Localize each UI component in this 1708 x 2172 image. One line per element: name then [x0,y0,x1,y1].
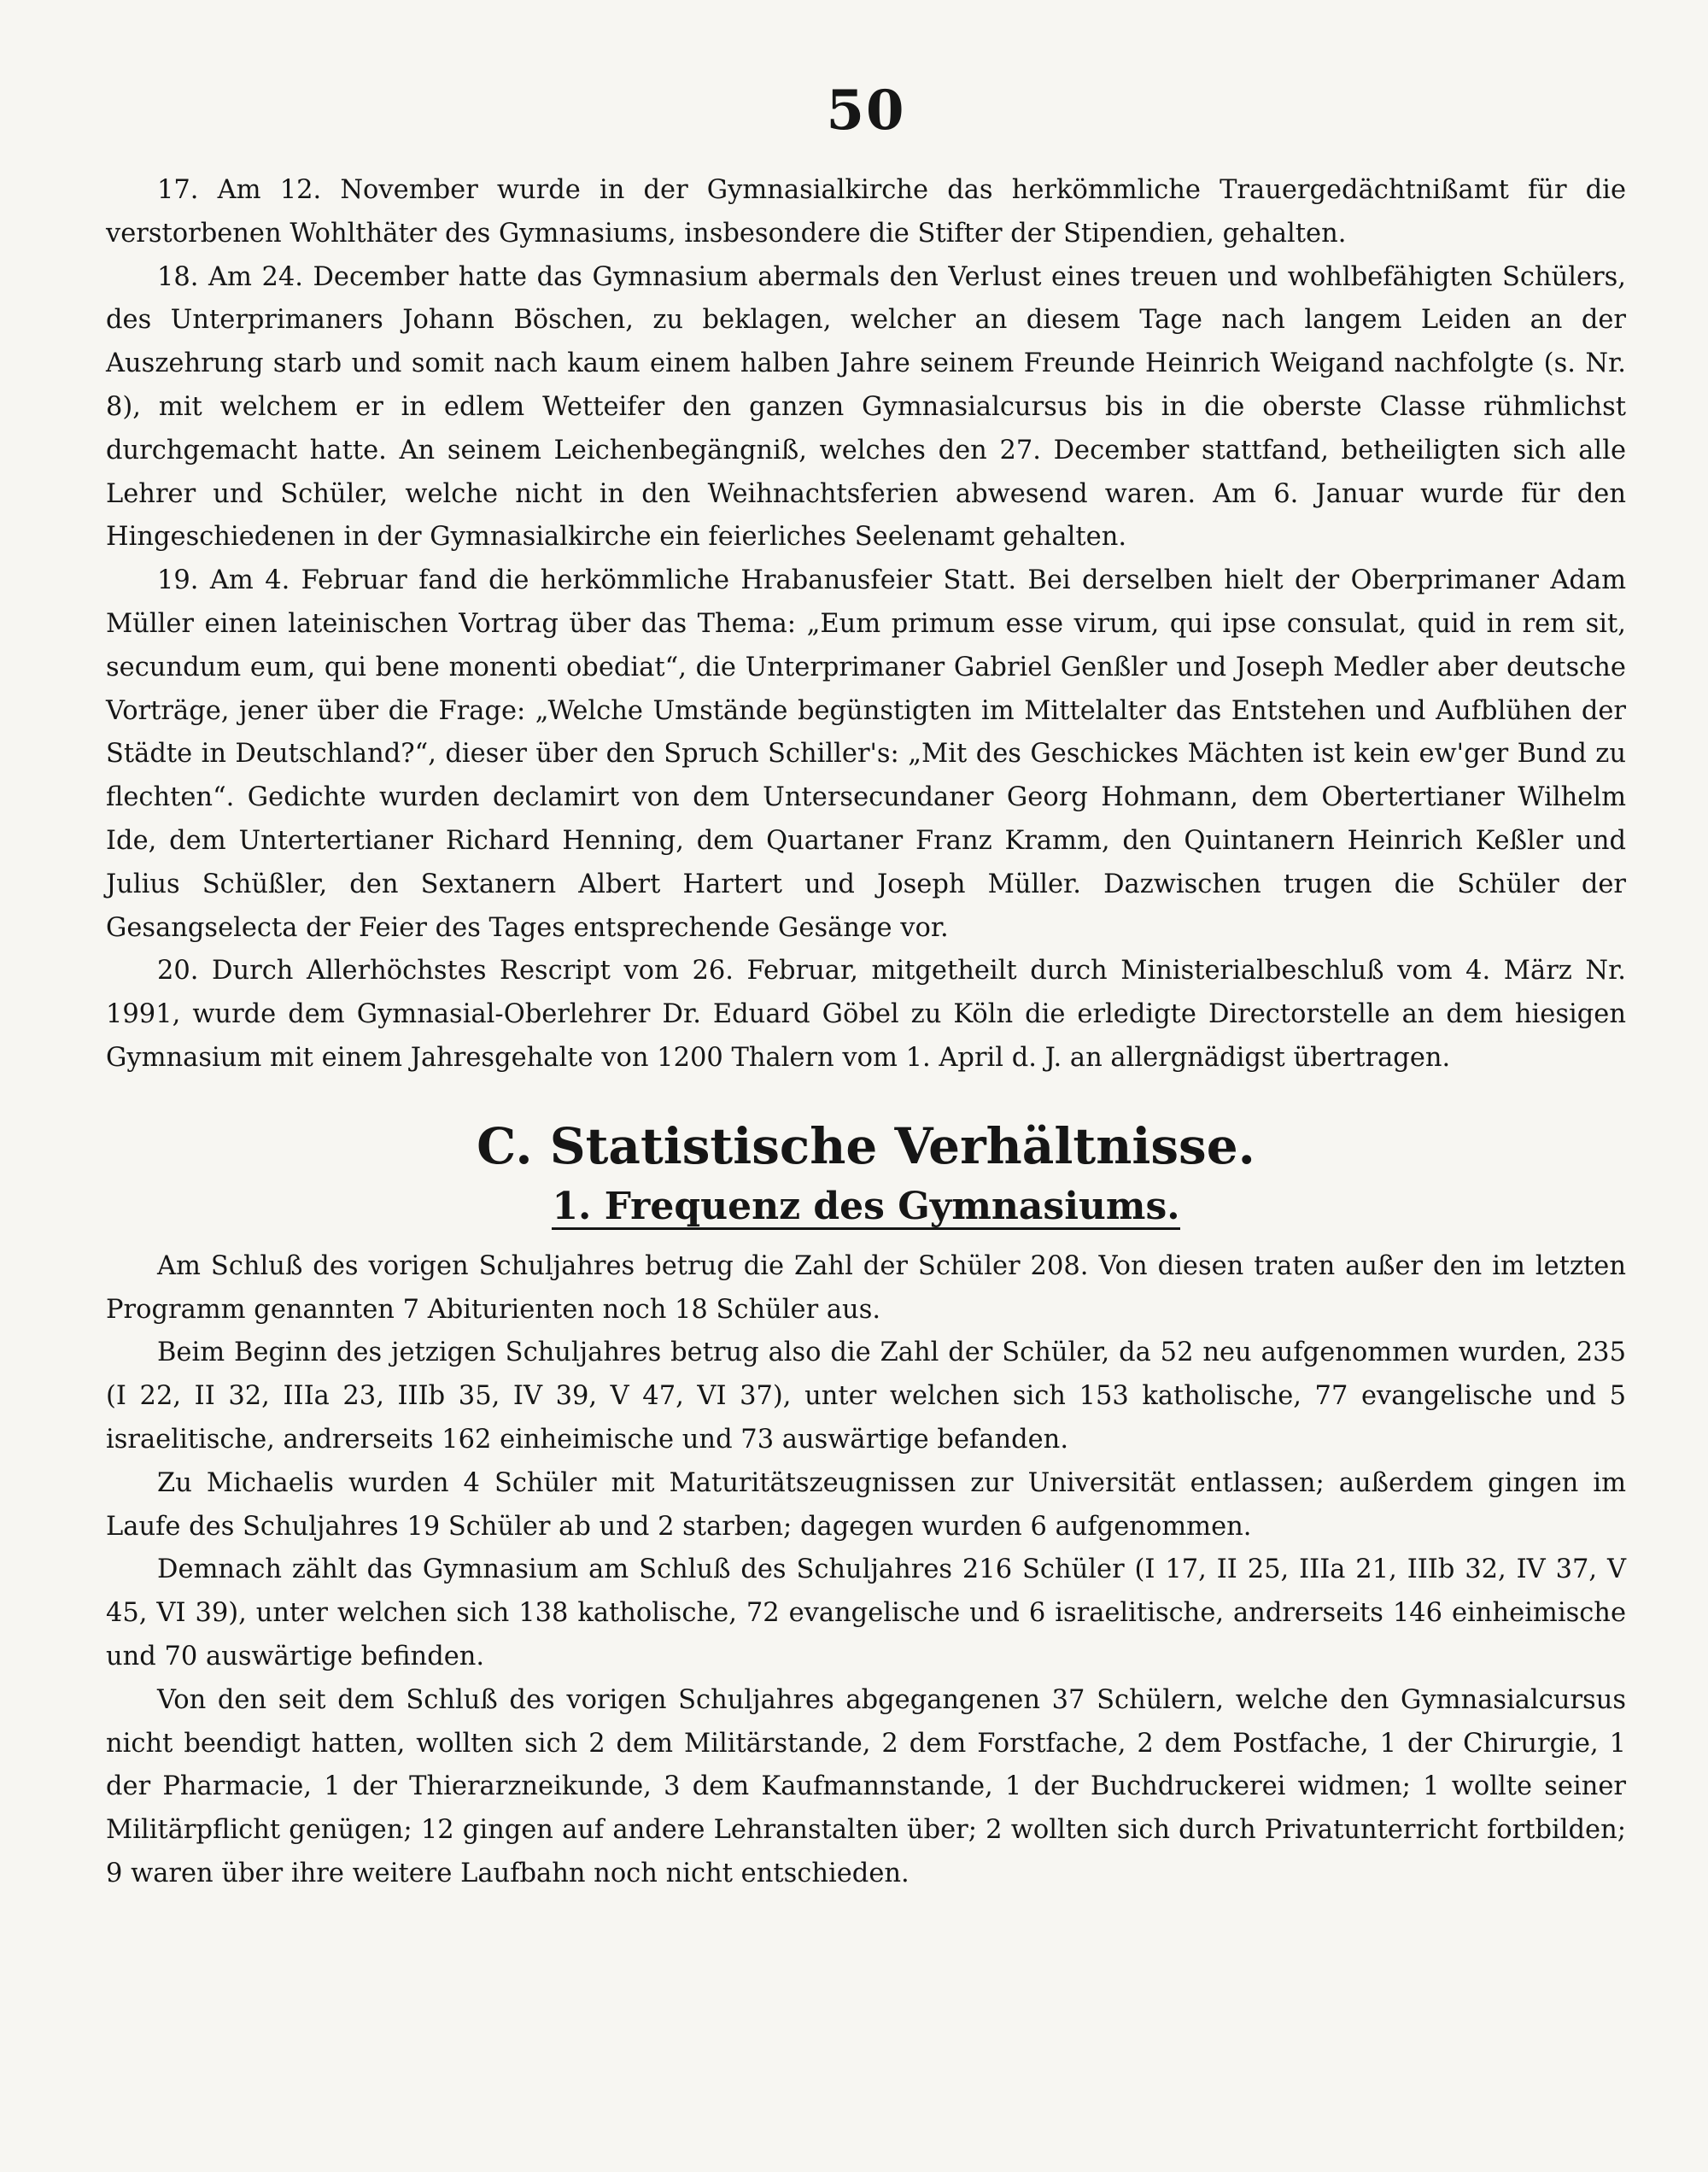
paragraph-item-19: 19. Am 4. Februar fand die herkömmliche Hrabanusfeier Statt. Bei derselben hielt der Oberprimaner Adam Müller einen lateinischen Vortrag über das Thema: „Eum primum esse virum, qui ipse consulat, quid in rem sit, secundum eum, qui bene monenti obediat“, die Unterprimaner Gabriel Genßler und Joseph Medler aber deutsche Vorträge, jener über die Frage: „Welche Umstände begünstigten im Mittelalter das Entstehen und Aufblühen der Städte in Deutschland?“, dieser über den Spruch Schiller's: „Mit des Geschickes Mächten ist kein ew'ger Bund zu flechten“. Gedichte wurden declamirt von dem Untersecundaner Georg Hohmann, dem Obertertianer Wilhelm Ide, dem Untertertianer Richard Henning, dem Quartaner Franz Kramm, den Quintanern Heinrich Keßler und Julius Schüßler, den Sextanern Albert Hartert und Joseph Müller. Dazwischen trugen die Schüler der Gesangselecta der Feier des Tages entsprechende Gesänge vor. [106,565,1626,943]
paragraph-item-18: 18. Am 24. December hatte das Gymnasium abermals den Verlust eines treuen und wohlbefähigten Schülers, des Unterprimaners Johann Böschen, zu beklagen, welcher an diesem Tage nach langem Leiden an der Auszehrung starb und somit nach kaum einem halben Jahre seinem Freunde Heinrich Weigand nachfolgte (s. Nr. 8), mit welchem er in edlem Wetteifer den ganzen Gymnasialcursus bis in die oberste Classe rühmlichst durchgemacht hatte. An seinem Leichenbegängniß, welches den 27. December stattfand, betheiligten sich alle Lehrer und Schüler, welche nicht in den Weihnachtsferien abwesend waren. Am 6. Januar wurde für den Hingeschiedenen in der Gymnasialkirche ein feierliches Seelenamt gehalten. [106,261,1626,553]
page-number: 50 [826,79,906,143]
document-page [106,68,1626,2135]
paragraph-item-20: 20. Durch Allerhöchstes Rescript vom 26. Februar, mitgetheilt durch Ministerialbeschluß vom 4. März Nr. 1991, wurde dem Gymnasial-Oberlehrer Dr. Eduard Göbel zu Köln die erledigte Directorstelle an dem hiesigen Gymnasium mit einem Jahresgehalte von 1200 Thalern vom 1. April d. J. an allergnädigst übertragen. [106,956,1626,1073]
paragraph-frequenz-1: Am Schluß des vorigen Schuljahres betrug die Zahl der Schüler 208. Von diesen traten außer den im letzten Programm genannten 7 Abiturienten noch 18 Schüler aus. [106,1250,1626,1325]
paragraph-frequenz-2: Beim Beginn des jetzigen Schuljahres betrug also die Zahl der Schüler, da 52 neu aufgenommen wurden, 235 (I 22, II 32, IIIa 23, IIIb 35, IV 39, V 47, VI 37), unter welchen sich 153 katholische, 77 evangelische und 5 israelitische, andrerseits 162 einheimische und 73 auswärtige befanden. [106,1338,1626,1455]
paragraph-frequenz-4: Demnach zählt das Gymnasium am Schluß des Schuljahres 216 Schüler (I 17, II 25, IIIa 21, IIIb 32, IV 37, V 45, VI 39), unter welchen sich 138 katholische, 72 evangelische und 6 israelitische, andrerseits 146 einheimische und 70 auswärtige befinden. [106,1554,1626,1671]
sub-heading-text: 1. Frequenz des Gymnasiums. [552,1184,1180,1228]
sub-heading [106,1184,1626,1230]
paragraph-frequenz-5: Von den seit dem Schluß des vorigen Schuljahres abgegangenen 37 Schülern, welche den Gymnasialcursus nicht beendigt hatten, wollten sich 2 dem Militärstande, 2 dem Forstfache, 2 dem Postfache, 1 der Chirurgie, 1 der Pharmacie, 1 der Thierarzneikunde, 3 dem Kaufmannstande, 1 der Buchdruckerei widmen; 1 wollte seiner Militärpflicht genügen; 12 gingen auf andere Lehranstalten über; 2 wollten sich durch Privatunterricht fortbilden; 9 waren über ihre weitere Laufbahn noch nicht entschieden. [106,1684,1626,1888]
paragraph-item-17: 17. Am 12. November wurde in der Gymnasialkirche das herkömmliche Trauergedächtnißamt für die verstorbenen Wohlthäter des Gymnasiums, insbesondere die Stifter der Stipendien, gehalten. [106,175,1626,249]
section-heading: C. Statistische Verhältnisse. [477,1116,1255,1175]
paragraph-frequenz-3: Zu Michaelis wurden 4 Schüler mit Maturitätszeugnissen zur Universität entlassen; außerdem gingen im Laufe des Schuljahres 19 Schüler ab und 2 starben; dagegen wurden 6 aufgenommen. [106,1467,1626,1542]
